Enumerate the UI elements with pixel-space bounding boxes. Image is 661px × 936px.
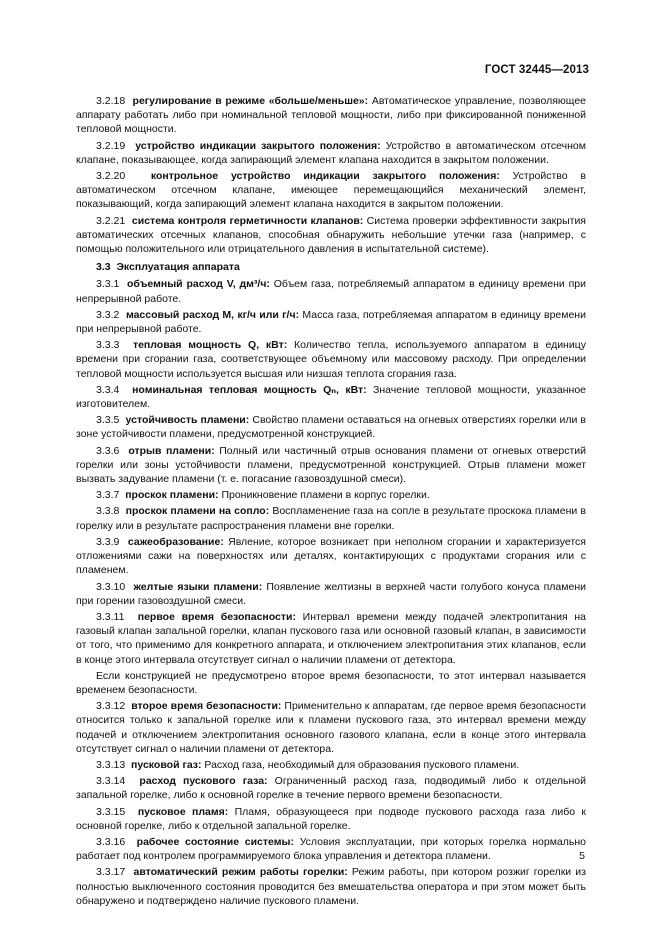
definition-paragraph	[76, 214, 586, 257]
clause-number: 3.3.8	[96, 505, 120, 518]
definition-paragraph	[76, 488, 586, 502]
term: пусковой газ:	[131, 758, 202, 771]
clause-number: 3.3.9	[96, 535, 120, 548]
definition-paragraph	[76, 169, 586, 212]
clause-number: 3.3.11	[96, 610, 125, 623]
term: рабочее состояние системы:	[136, 835, 294, 848]
definition-paragraph	[76, 699, 586, 756]
term: второе время безопасности:	[131, 700, 282, 713]
definition-paragraph	[76, 758, 586, 772]
definition-text: Количество тепла, используемого аппаратом в единицу времени при сгорании газа, соответствующее объемному или массовому расходу. При определении тепловой мощности используется высшая или низшая теплота сгорания газа.	[76, 339, 586, 380]
page-number: 5	[579, 850, 585, 862]
definition-paragraph	[76, 383, 586, 411]
document-body	[76, 94, 586, 910]
definition-paragraph	[76, 835, 586, 863]
term: автоматический режим работы горелки:	[133, 866, 348, 879]
definition-text: Пламя, образующееся при подводе пускового расхода газа либо к основной горелке, либо к отдельной запальной горелке.	[76, 805, 586, 832]
term: объемный расход V, дм³/ч:	[126, 278, 270, 291]
definition-text: Явление, которое возникает при неполном сгорании и характеризуется отложениями сажи на поверхностях или деталях, контактирующих с продуктами сгорания или с пламенем.	[76, 535, 586, 577]
term: массовый расход M, кг/ч или г/ч:	[125, 308, 300, 321]
clause-number: 3.3.4	[96, 383, 120, 396]
clause-number: 3.3.15	[96, 805, 126, 818]
definition-text: Расход газа, необходимый для образования пускового пламени.	[204, 758, 520, 771]
clause-number: 3.2.19	[96, 139, 126, 152]
term: пусковое пламя:	[137, 805, 229, 818]
definition-text: Интервал времени между подачей электропитания на газовый клапан запальной горелки, клапан пускового газа или основной газовый клапан, в зависимости от того, что применимо для конкретного аппарата, и отключением электропитания этих клапанов, если в конце этого интервала отсутствует сигнал о наличии пламени от детектора.	[76, 610, 587, 666]
definition-paragraph	[76, 504, 586, 532]
term: сажеобразование:	[127, 535, 224, 548]
definition-text: Объем газа, потребляемый аппаратом в единицу времени при непрерывной работе.	[76, 278, 586, 305]
clause-number: 3.3.12	[96, 700, 126, 713]
definitions-group-3-3	[76, 277, 586, 908]
definition-paragraph	[76, 805, 586, 833]
definition-paragraph	[76, 669, 586, 697]
term: устройство индикации закрытого положения:	[135, 139, 381, 152]
clause-number: 3.3.10	[96, 580, 126, 593]
section-number: 3.3	[96, 261, 111, 274]
definition-text: Условия эксплуатации, при которых горелка нормально работает под контролем программируемого блока управления и детектора пламени.	[76, 835, 587, 863]
clause-number: 3.3.2	[96, 308, 120, 321]
term: контрольное устройство индикации закрытого положения:	[150, 170, 500, 183]
term: проскок пламени:	[125, 489, 219, 502]
definitions-group-3-2	[76, 94, 586, 256]
clause-number: 3.2.21	[96, 214, 126, 227]
definition-paragraph	[76, 308, 586, 336]
section-title: Эксплуатация аппарата	[116, 261, 240, 274]
definition-paragraph	[76, 865, 586, 908]
definition-text: Если конструкцией не предусмотрено второе время безопасности, то этот интервал называется временем безопасности.	[76, 669, 586, 696]
definition-paragraph	[76, 413, 586, 441]
clause-number: 3.3.13	[96, 758, 126, 771]
definition-text: Проникновение пламени в корпус горелки.	[221, 489, 430, 502]
definition-text: Автоматическое управление, позволяющее аппарату работать либо при номинальной тепловой мощности, либо при фиксированной пониженной тепловой мощности.	[76, 95, 586, 136]
definition-paragraph	[76, 610, 586, 667]
term: расход пускового газа:	[139, 775, 268, 788]
definition-text: Устройство в автоматическом отсечном клапане, имеющее перемещающийся механический элемент, показывающий, когда запирающий элемент клапана находится в закрытом положении.	[76, 170, 586, 211]
definition-paragraph	[76, 580, 586, 608]
definition-text: Ограниченный расход газа, подводимый либо к отдельной запальной горелке, либо к основной горелке в течение первого времени безопасности.	[76, 775, 586, 802]
definition-text: Значение тепловой мощности, указанное изготовителем.	[76, 383, 587, 411]
term: отрыв пламени:	[128, 444, 215, 457]
clause-number: 3.3.1	[96, 278, 120, 291]
term: регулирование в режиме «больше/меньше»:	[132, 95, 369, 107]
definition-paragraph	[76, 444, 586, 487]
definition-text: Применительно к аппаратам, где первое время безопасности относится только к запальной горелке или к пламени пускового газа, это интервал времени между подачей и отключением электропитания основного газового клапана, если в конце этого интервала отсутствует сигнал о наличии пламени от детектора.	[76, 700, 586, 755]
definition-paragraph	[76, 139, 586, 167]
definition-text: Полный или частичный отрыв основания пламени от огневых отверстий горелки или зоны устойчивости пламени, предусмотренной конструкцией. Отрыв пламени может вызвать задувание пламени (т. е. погасание газовоздушной смеси).	[76, 444, 586, 486]
clause-number: 3.3.17	[96, 866, 126, 879]
definition-text: Устройство в автоматическом отсечном клапане, показывающее, когда запирающий элемент клапана находится в закрытом положении.	[76, 139, 586, 166]
term: тепловая мощность Q, кВт:	[132, 339, 288, 352]
term: номинальная тепловая мощность Qₙ, кВт:	[132, 383, 367, 396]
definition-paragraph	[76, 774, 586, 802]
clause-number: 3.3.14	[96, 775, 126, 788]
term: система контроля герметичности клапанов:	[131, 214, 364, 227]
definition-text: Система проверки эффективности закрытия автоматических отсечных клапанов, способная обнаружить небольшие утечки газа (например, с помощью положительного или отрицательного давления в испытательной системе).	[76, 214, 586, 256]
definition-text: Появление желтизны в верхней части голубого конуса пламени при горении газовоздушной смеси.	[76, 580, 586, 607]
clause-number: 3.3.16	[96, 835, 126, 848]
clause-number: 3.2.18	[96, 95, 126, 107]
section-heading	[76, 260, 586, 274]
term: проскок пламени на сопло:	[125, 505, 270, 518]
term: устойчивость пламени:	[125, 414, 250, 427]
definition-text: Свойство пламени оставаться на огневых отверстиях горелки или в зоне устойчивости пламени, предусмотренной конструкцией.	[76, 414, 586, 441]
term: первое время безопасности:	[137, 610, 296, 623]
clause-number: 3.3.7	[96, 489, 120, 502]
definition-paragraph	[76, 94, 586, 137]
definition-text: Воспламенение газа на сопле в результате проскока пламени в горелку или в результате распространения пламени вне горелки.	[76, 505, 586, 532]
definition-paragraph	[76, 535, 586, 578]
document-id: ГОСТ 32445—2013	[484, 64, 589, 76]
clause-number: 3.3.6	[96, 444, 120, 457]
definition-text: Масса газа, потребляемая аппаратом в единицу времени при непрерывной работе.	[76, 308, 586, 336]
clause-number: 3.3.3	[96, 339, 120, 352]
term: желтые языки пламени:	[133, 580, 263, 593]
definition-paragraph	[76, 277, 586, 305]
clause-number: 3.2.20	[96, 170, 126, 183]
clause-number: 3.3.5	[96, 414, 120, 427]
definition-text: Режим работы, при котором розжиг горелки из полностью выключенного состояния проводится без вмешательства оператора и при этом может быть обнаружено и подтверждено наличие пускового пламени.	[76, 866, 586, 907]
definition-paragraph	[76, 338, 586, 381]
